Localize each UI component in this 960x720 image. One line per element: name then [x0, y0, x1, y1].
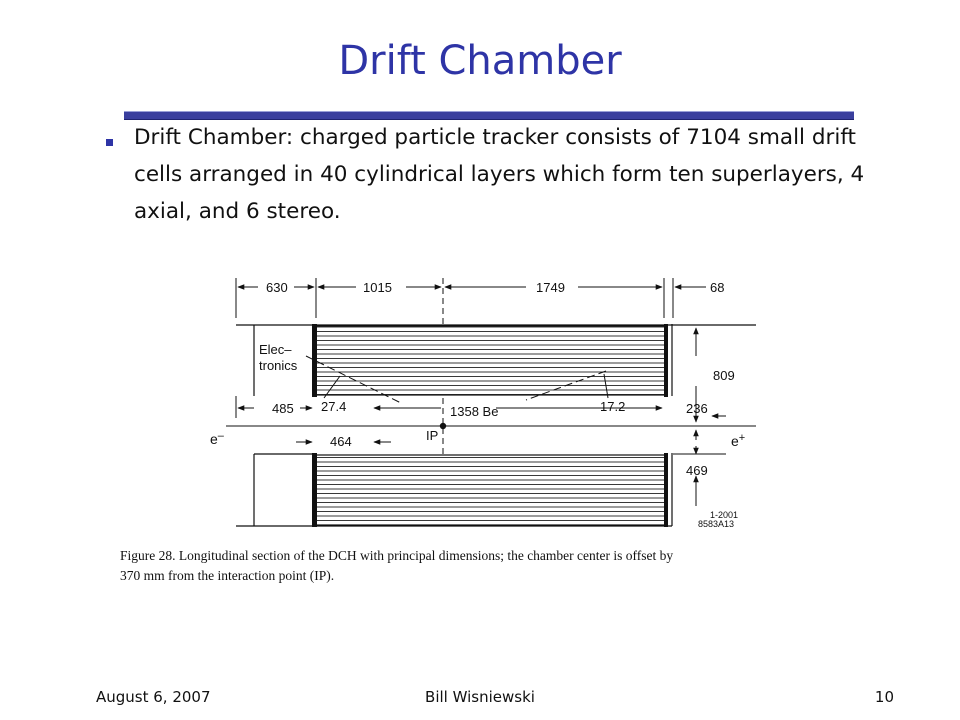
- figure-ref-1: 1-2001: [710, 510, 739, 520]
- footer-author: Bill Wisniewski: [425, 688, 535, 706]
- dim-1749-label: 1749: [536, 280, 565, 295]
- electronics-label-1: Elec–: [259, 342, 292, 357]
- drift-layers-top: [314, 326, 666, 395]
- caption-line-2: 370 mm from the interaction point (IP).: [120, 568, 335, 583]
- slide-title: Drift Chamber: [338, 38, 622, 84]
- angle-17-2-label: 17.2: [600, 399, 626, 414]
- interaction-point-marker: [440, 423, 446, 429]
- figure-ref-2: 8583A13: [698, 519, 735, 529]
- dim-809-label: 809: [713, 368, 735, 383]
- dim-236-label: 236: [686, 401, 708, 416]
- bullet-marker: [106, 139, 113, 146]
- beam-pipe-label: 1358 Be: [450, 404, 499, 419]
- electron-label: e–: [210, 430, 224, 447]
- caption-line-1: Figure 28. Longitudinal section of the DCH with principal dimensions; the chamber center is offset by: [120, 548, 674, 563]
- drift-layers-bottom: [314, 455, 666, 525]
- dim-630-label: 630: [266, 280, 288, 295]
- figure-caption: [120, 546, 860, 586]
- dim-1015-label: 1015: [363, 280, 392, 295]
- footer-page-number: 10: [874, 688, 894, 706]
- ip-label: IP: [426, 428, 439, 443]
- dim-464-label: 464: [330, 434, 352, 449]
- dim-68-label: 68: [710, 280, 725, 295]
- dch-longitudinal-figure: [210, 268, 766, 530]
- positron-label: e+: [731, 432, 746, 449]
- electronics-label-2: tronics: [259, 358, 298, 373]
- footer-date: August 6, 2007: [96, 688, 211, 706]
- dim-469-label: 469: [686, 463, 708, 478]
- dim-485-label: 485: [272, 401, 294, 416]
- angle-27-4-label: 27.4: [321, 399, 347, 414]
- bullet-text: Drift Chamber: charged particle tracker consists of 7104 small drift cells arranged in 40 cylindrical layers which form ten superlayers, 4 axial, and 6 stereo.: [134, 125, 865, 224]
